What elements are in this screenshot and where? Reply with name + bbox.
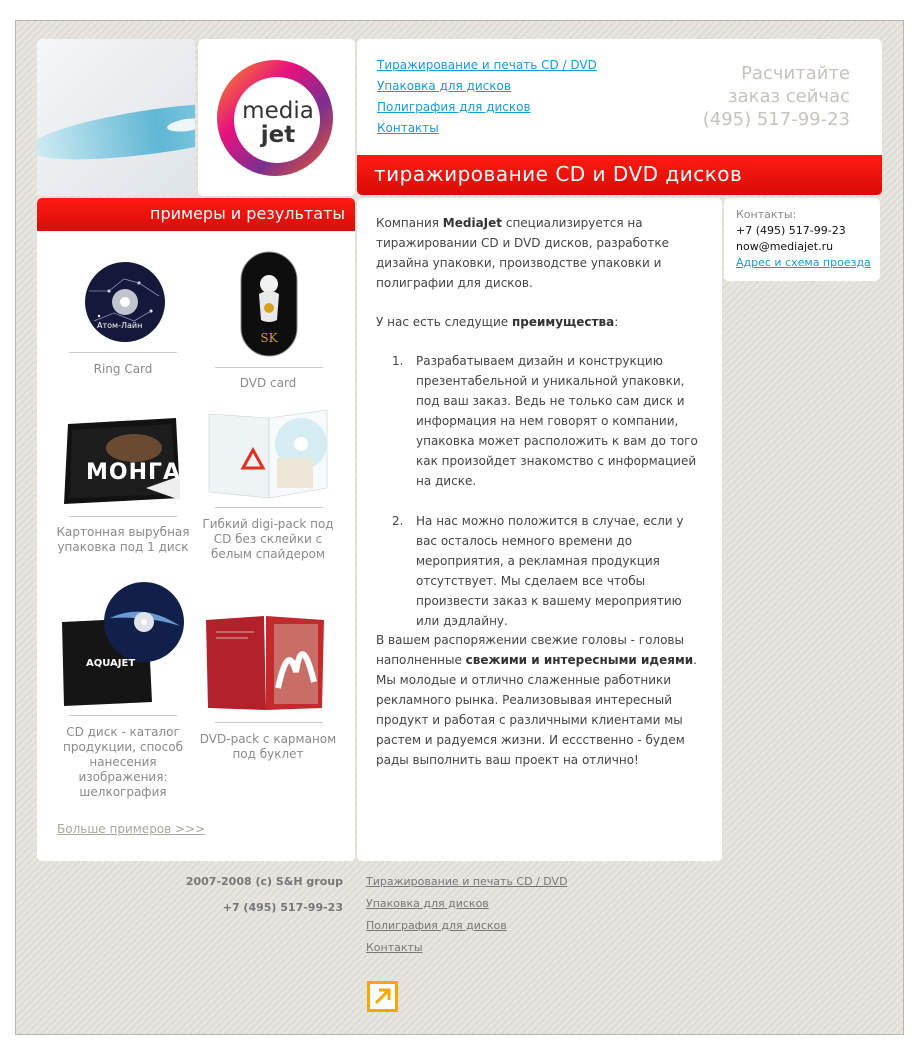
external-arrow-icon[interactable] — [367, 981, 398, 1012]
aquajet-brand-text: AQUAJET — [86, 658, 136, 669]
footer-copyright: 2007-2008 (c) S&H group — [185, 875, 343, 888]
advantage-item-2: На нас можно положится в случае, если у вас осталось немного времени до мероприятия, а рекламная продукция отсутствует. Мы сделаем все чтобы произвести заказ к вашему мероприятию или дэдлайну. — [416, 514, 684, 628]
caption-dvd-pack[interactable]: DVD-pack с карманом под буклет — [199, 732, 337, 761]
contacts-email[interactable]: now@mediajet.ru — [736, 240, 834, 253]
nav-link-packaging[interactable]: Упаковка для дисков — [377, 79, 511, 93]
intro-paragraph: Компания MediaJet специализируется на тиражировании CD и DVD дисков, разработке дизайна упаковки, производстве упаковки и полиграфии для дисков. — [376, 216, 670, 290]
digipack-image[interactable] — [207, 408, 331, 504]
list-number-1: 1. — [392, 354, 404, 368]
calc-line-1: Расчитайте — [741, 63, 850, 84]
nav-link-printing[interactable]: Полиграфия для дисков — [377, 100, 531, 114]
caption-aquajet-catalog[interactable]: CD диск - каталог продукции, способ нанесения изображения: шелкография — [63, 725, 183, 799]
banner-title: тиражирование CD и DVD дисков — [374, 162, 743, 186]
caption-digipack[interactable]: Гибкий digi-pack под CD без склейки с белым спайдером — [202, 517, 334, 561]
svg-text:SK: SK — [260, 331, 278, 345]
monga-cover-text: МОНГА — [86, 460, 182, 485]
divider — [215, 507, 323, 508]
contacts-label: Контакты: — [736, 208, 797, 221]
footer-link-printing[interactable]: Полиграфия для дисков — [366, 919, 507, 932]
main-banner — [357, 155, 882, 195]
caption-dvd-card[interactable]: DVD card — [239, 376, 297, 390]
calc-line-2: заказ сейчас — [727, 86, 850, 107]
divider — [69, 516, 177, 517]
examples-title: примеры и результаты — [150, 204, 345, 223]
calc-phone: (495) 517-99-23 — [702, 109, 850, 130]
logo-media-text: media — [242, 98, 314, 124]
dvd-card-image[interactable] — [239, 250, 299, 362]
list-number-2: 2. — [392, 514, 404, 528]
caption-ring-card[interactable]: Ring Card — [93, 362, 153, 376]
footer-link-contacts[interactable]: Контакты — [366, 941, 423, 954]
outro-paragraph: В вашем распоряжении свежие головы - головы наполненные свежими и интересными идеями. Мы молодые и отлично слаженные работники рекламного рынка. Реализовывая интересный продукт и работая с различными клиентами мы растем и радуемся жизни. И ессственно - будем рады выполнить ваш проект на отлично! — [376, 633, 697, 767]
contacts-phone: +7 (495) 517-99-23 — [736, 224, 846, 237]
aquajet-catalog-image[interactable] — [60, 582, 186, 710]
map-link[interactable]: Адрес и схема проезда — [736, 256, 871, 269]
divider — [69, 352, 177, 353]
divider — [215, 367, 323, 368]
examples-header — [37, 198, 355, 231]
advantage-item-1: Разрабатываем дизайн и конструкцию презентабельной и уникальной упаковки, под ваш заказ. Ведь не только сам диск и информация на нем говорят о компании, упаковка может расположить к вам до того как произойдет знакомство с информацией на диске. — [416, 354, 698, 488]
ring-card-image[interactable] — [69, 261, 181, 347]
ring-card-disc-text: Атом-Лайн — [97, 321, 143, 330]
footer-link-cd-dvd[interactable]: Тиражирование и печать CD / DVD — [366, 875, 568, 888]
mediajet-logo[interactable] — [198, 39, 355, 196]
more-examples-link[interactable]: Больше примеров >>> — [57, 822, 206, 836]
cardboard-pack-image[interactable] — [64, 418, 182, 510]
nav-link-contacts[interactable]: Контакты — [377, 121, 439, 135]
divider — [69, 715, 177, 716]
divider — [215, 722, 323, 723]
footer-phone: +7 (495) 517-99-23 — [222, 901, 343, 914]
disc-photo — [37, 39, 195, 196]
dvd-pack-image[interactable] — [204, 612, 328, 718]
footer-link-packaging[interactable]: Упаковка для дисков — [366, 897, 489, 910]
nav-link-cd-dvd[interactable]: Тиражирование и печать CD / DVD — [377, 58, 597, 72]
advantages-intro: У нас есть следущие преимущества: — [376, 315, 619, 329]
caption-cardboard-pack[interactable]: Картонная вырубная упаковка под 1 диск — [56, 525, 190, 554]
logo-jet-text: jet — [260, 122, 296, 148]
brand-name: MediaJet — [442, 216, 503, 230]
